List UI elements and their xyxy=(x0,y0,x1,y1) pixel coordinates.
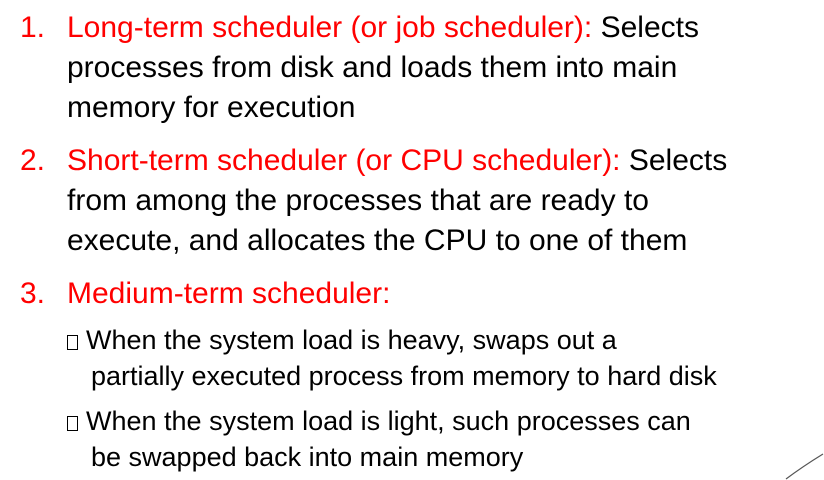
square-bullet-icon xyxy=(67,416,78,431)
sub-bullet-line xyxy=(67,322,817,358)
item-desc: memory for execution xyxy=(67,91,356,124)
sub-bullet-text: partially executed process from memory to hard disk xyxy=(91,361,717,391)
item-desc: processes from disk and loads them into main xyxy=(67,51,678,84)
sub-bullet-line xyxy=(67,403,817,439)
page-curl-icon xyxy=(784,450,824,480)
item-number: 2. xyxy=(20,144,46,177)
item-text xyxy=(67,274,817,314)
item-desc: from among the processes that are ready to xyxy=(67,184,649,217)
square-bullet-icon xyxy=(67,335,78,350)
item-desc: Selects xyxy=(592,11,699,44)
item-number: 1. xyxy=(20,11,46,44)
item-text xyxy=(67,141,817,261)
sub-bullet-1 xyxy=(67,322,817,394)
item-term: Short-term scheduler (or CPU scheduler): xyxy=(67,144,621,177)
sub-bullet-text: When the system load is heavy, swaps out a xyxy=(86,325,617,355)
item-term: Medium-term scheduler: xyxy=(67,277,391,310)
item-term: Long-term scheduler (or job scheduler): xyxy=(67,11,593,44)
sub-bullet-text: When the system load is light, such processes can xyxy=(86,406,691,436)
sub-bullet-text: be swapped back into main memory xyxy=(91,442,524,472)
item-line xyxy=(67,8,817,48)
sub-bullet-2 xyxy=(67,403,817,475)
item-text xyxy=(67,8,817,128)
item-desc: Selects xyxy=(620,144,728,177)
item-desc: execute, and allocates the CPU to one of them xyxy=(67,224,688,257)
item-line xyxy=(67,141,817,181)
item-number: 3. xyxy=(20,277,46,310)
